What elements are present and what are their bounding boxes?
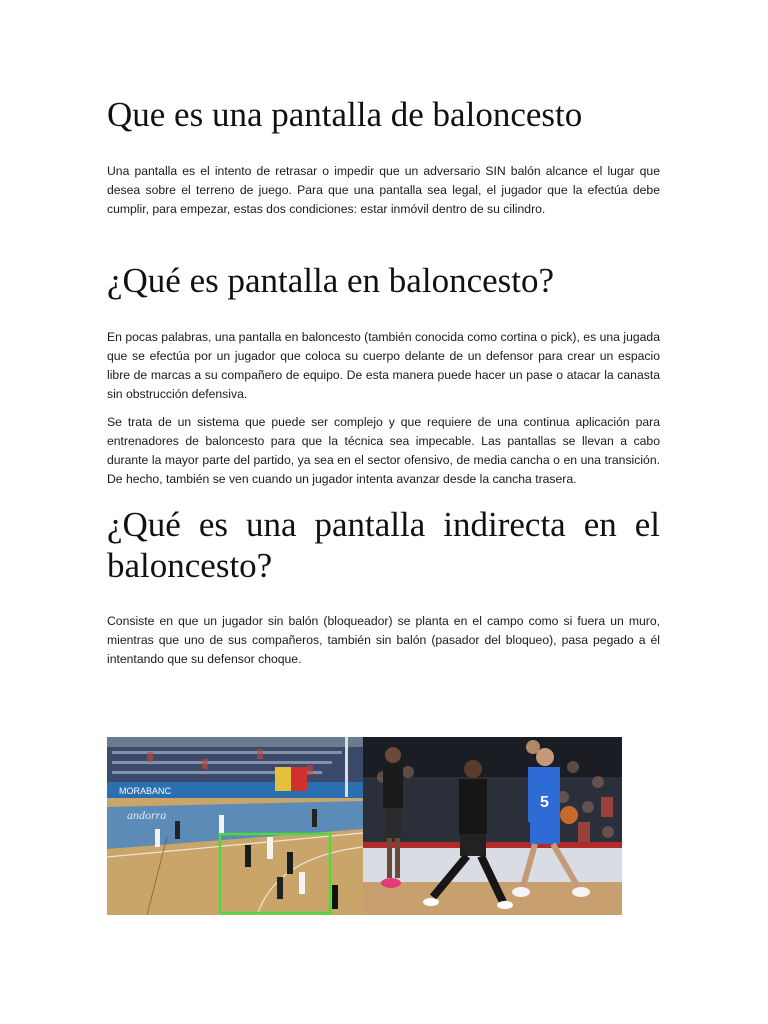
court-overview-photo (107, 737, 363, 915)
jersey-number: 5 (540, 794, 549, 811)
players-closeup-photo (363, 737, 622, 915)
basketball-photos (107, 737, 622, 915)
heading-pantalla-indirecta (107, 504, 660, 586)
heading-que-es-pantalla: Que es una pantalla de baloncesto (107, 95, 583, 134)
paragraph-pocas-palabras: En pocas palabras, una pantalla en baloncesto (también conocida como cortina o pick), es una jugada que se efectúa por un jugador que coloca su cuerpo delante de un defensor para crear un espacio libre de marcas a su compañero de equipo. De esta manera puede hacer un pase o atacar la canasta sin obstrucción defensiva. (107, 330, 660, 401)
banner-text: MORABANC (119, 786, 172, 796)
paragraph-consiste: Consiste en que un jugador sin balón (bloqueador) se planta en el campo como si fuera un muro, mientras que uno de sus compañeros, también sin balón (pasador del bloqueo), pasa pegado a él intentando que su defensor choque. (107, 614, 660, 666)
paragraph-definition: Una pantalla es el intento de retrasar o impedir que un adversario SIN balón alcance el lugar que desea sobre el terreno de juego. Para que una pantalla sea legal, el jugador que la efectúa debe cumplir, para empezar, estas dos condiciones: estar inmóvil dentro de su cilindro. (107, 164, 660, 216)
court-text: andorra (127, 808, 167, 822)
paragraph-sistema: Se trata de un sistema que puede ser complejo y que requiere de una continua aplicación para entrenadores de baloncesto para que la técnica sea impecable. Las pantallas se llevan a cabo durante la mayor parte del partido, ya sea en el sector ofensivo, de media cancha o en una transición. De hecho, también se ven cuando un jugador intenta avanzar desde la cancha trasera. (107, 415, 660, 486)
heading-que-es-pantalla-en-baloncesto: ¿Qué es pantalla en baloncesto? (107, 261, 555, 300)
heading-line-2: baloncesto? (107, 546, 273, 585)
heading-line-1: ¿Qué es una pantalla indirecta en el (107, 505, 660, 544)
